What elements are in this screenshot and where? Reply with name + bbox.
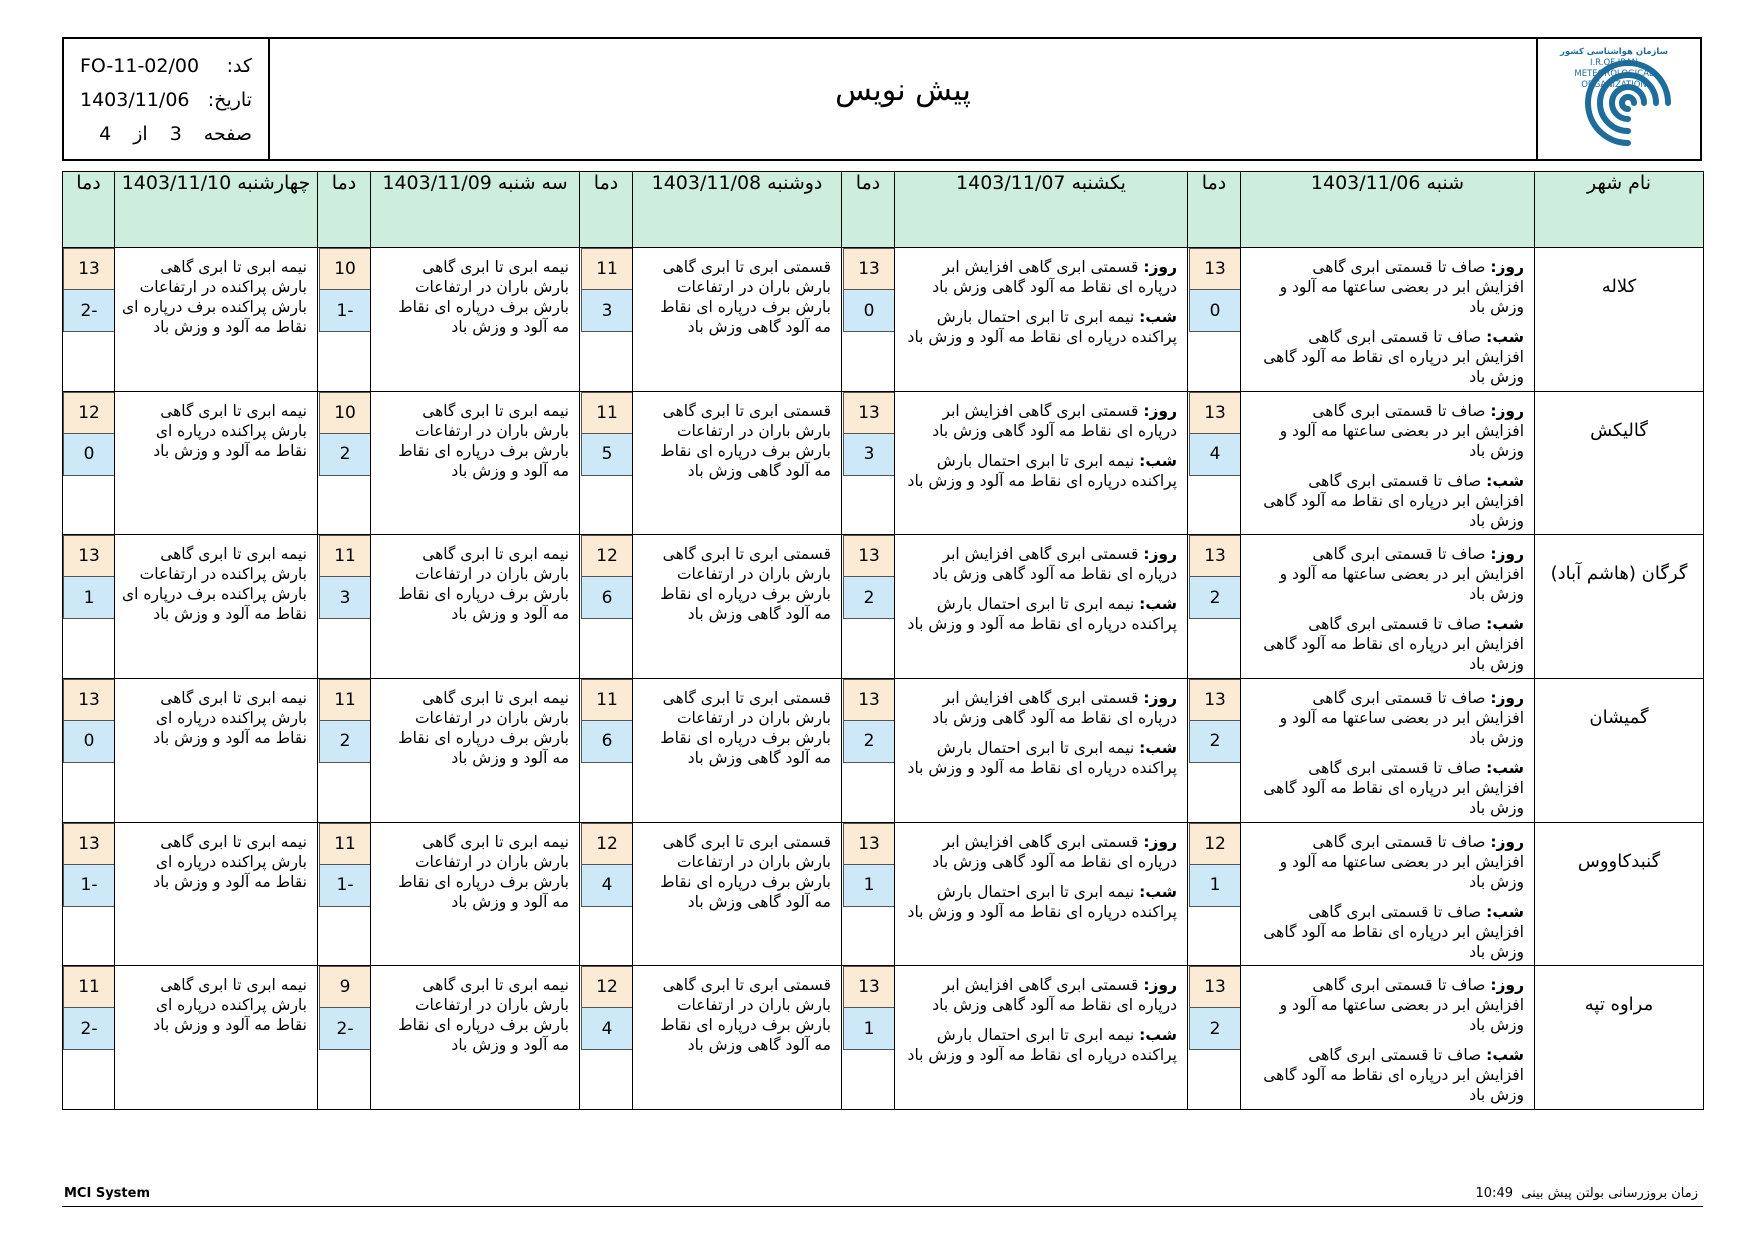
- night-forecast: [1247, 902, 1524, 962]
- table-row: [63, 678, 1704, 822]
- code-label: کد:: [226, 55, 252, 77]
- day-forecast: [1247, 832, 1524, 892]
- max-temp: 12: [63, 392, 115, 434]
- forecast-cell: [115, 678, 318, 822]
- table-header-row: [63, 172, 1704, 248]
- temp-cell: [842, 966, 895, 1110]
- day-label: روز:: [1143, 258, 1177, 276]
- min-temp: 3: [319, 577, 371, 619]
- forecast-text: نیمه ابری تا ابری گاهی بارش باران در ارتفاعات بارش برف درپاره ای نقاط مه آلود و وزش باد: [398, 976, 569, 1055]
- min-temp: 1: [843, 1008, 895, 1050]
- table-row: [63, 391, 1704, 535]
- footer-system-name: MCI System: [64, 1186, 150, 1201]
- day-forecast: [901, 257, 1177, 297]
- night-label: شب:: [1486, 615, 1524, 634]
- max-temp: 13: [843, 535, 895, 577]
- min-temp: -1: [63, 865, 115, 907]
- city-name: گمیشان: [1535, 678, 1704, 822]
- col-temp-5: دما: [63, 172, 115, 248]
- forecast-cell: [895, 678, 1188, 822]
- forecast-text: قسمتی ابری تا ابری گاهی بارش باران در ارتفاعات بارش برف درپاره ای نقاط مه آلود گاهی وزش باد: [660, 832, 831, 911]
- max-temp: 11: [581, 679, 633, 721]
- day-label: روز:: [1490, 258, 1524, 276]
- night-label: شب:: [1139, 308, 1177, 326]
- max-temp: 13: [1189, 392, 1241, 434]
- max-temp: 11: [319, 679, 371, 721]
- night-text: صاف تا قسمتی ابری گاهی افزایش ابر درپاره ای نقاط مه آلود گاهی وزش باد: [1263, 471, 1524, 530]
- max-temp: 13: [1189, 679, 1241, 721]
- city-name: کلاله: [1535, 248, 1704, 392]
- temp-cell: [580, 535, 633, 679]
- max-temp: 13: [63, 823, 115, 865]
- min-temp: 1: [843, 865, 895, 907]
- max-temp: 10: [319, 392, 371, 434]
- temp-cell: [1188, 966, 1241, 1110]
- day-label: روز:: [1490, 832, 1524, 851]
- forecast-text: قسمتی ابری تا ابری گاهی بارش باران در ارتفاعات بارش برف درپاره ای نقاط مه آلود گاهی وزش باد: [660, 688, 831, 767]
- forecast-text: نیمه ابری تا ابری گاهی بارش باران در ارتفاعات بارش برف درپاره ای نقاط مه آلود و وزش باد: [398, 401, 569, 480]
- day-text: قسمتی ابری گاهی افزایش ابر درپاره ای نقاط مه آلود گاهی وزش باد: [932, 832, 1177, 871]
- night-text: صاف تا قسمتی ابری گاهی افزایش ابر درپاره ای نقاط مه آلود گاهی وزش باد: [1263, 328, 1524, 386]
- night-forecast: [1247, 614, 1524, 674]
- day-text: صاف تا قسمتی ابری گاهی افزایش ابر در بعضی ساعتها مه آلود و وزش باد: [1279, 832, 1524, 891]
- day-label: روز:: [1490, 976, 1524, 995]
- min-temp: 4: [581, 865, 633, 907]
- forecast-text: نیمه ابری تا ابری گاهی بارش پراکنده در ارتفاعات بارش پراکنده برف درپاره ای نقاط مه آلود و وزش باد: [121, 258, 307, 336]
- forecast-cell: [895, 391, 1188, 535]
- forecast-cell: [115, 822, 318, 966]
- day-forecast: [901, 688, 1177, 728]
- day-forecast: [901, 975, 1177, 1015]
- min-temp: 6: [581, 721, 633, 763]
- temp-cell: [63, 535, 115, 679]
- max-temp: 13: [843, 679, 895, 721]
- max-temp: 11: [319, 823, 371, 865]
- col-day-3: دوشنبه 1403/11/08: [633, 172, 842, 248]
- logo-text-fa: سازمان هواشناسی کشور: [1559, 47, 1668, 57]
- night-label: شب:: [1139, 882, 1177, 901]
- night-forecast: [1247, 327, 1524, 387]
- night-text: صاف تا قسمتی ابری گاهی افزایش ابر درپاره ای نقاط مه آلود گاهی وزش باد: [1263, 758, 1524, 817]
- col-temp-1: دما: [1188, 172, 1241, 248]
- night-label: شب:: [1486, 471, 1524, 490]
- temp-cell: [1188, 822, 1241, 966]
- forecast-cell: [895, 535, 1188, 679]
- day-forecast: [1247, 544, 1524, 604]
- page-title: پیش نویس: [835, 72, 971, 108]
- night-label: شب:: [1486, 902, 1524, 921]
- day-text: قسمتی ابری گاهی افزایش ابر درپاره ای نقاط مه آلود گاهی وزش باد: [932, 401, 1177, 440]
- forecast-cell: [371, 248, 580, 392]
- max-temp: 13: [843, 392, 895, 434]
- forecast-cell: [371, 822, 580, 966]
- forecast-cell: [115, 535, 318, 679]
- day-forecast: [901, 401, 1177, 441]
- temp-cell: [318, 535, 371, 679]
- date-label: تاریخ:: [207, 89, 252, 111]
- day-text: صاف تا قسمتی ابری گاهی افزایش ابر در بعضی ساعتها مه آلود و وزش باد: [1279, 545, 1524, 604]
- forecast-text: قسمتی ابری تا ابری گاهی بارش باران در ارتفاعات بارش برف درپاره ای نقاط مه آلود گاهی وزش باد: [660, 545, 831, 624]
- night-label: شب:: [1486, 328, 1524, 346]
- forecast-text: قسمتی ابری تا ابری گاهی بارش باران در ارتفاعات بارش برف درپاره ای نقاط مه آلود گاهی وزش باد: [660, 258, 831, 336]
- day-label: روز:: [1143, 976, 1177, 995]
- day-forecast: [1247, 688, 1524, 748]
- max-temp: 12: [1189, 823, 1241, 865]
- min-temp: 2: [319, 434, 371, 476]
- day-label: روز:: [1143, 545, 1177, 564]
- min-temp: 4: [581, 1008, 633, 1050]
- forecast-text: نیمه ابری تا ابری گاهی بارش باران در ارتفاعات بارش برف درپاره ای نقاط مه آلود و وزش باد: [398, 258, 569, 336]
- temp-cell: [63, 822, 115, 966]
- footer-update-label: زمان بروزرسانی بولتن پیش بینی: [1521, 1186, 1698, 1201]
- document-meta: [64, 39, 270, 159]
- footer-update-value: 10:49: [1475, 1186, 1513, 1201]
- temp-cell: [318, 966, 371, 1110]
- min-temp: 0: [63, 721, 115, 763]
- forecast-cell: [895, 248, 1188, 392]
- forecast-text: نیمه ابری تا ابری گاهی بارش پراکنده درپاره ای نقاط مه آلود و وزش باد: [153, 688, 307, 747]
- max-temp: 11: [581, 392, 633, 434]
- day-text: قسمتی ابری گاهی افزایش ابر درپاره ای نقاط مه آلود گاهی وزش باد: [932, 545, 1177, 584]
- max-temp: 12: [581, 535, 633, 577]
- temp-cell: [842, 822, 895, 966]
- day-forecast: [1247, 257, 1524, 317]
- max-temp: 12: [581, 823, 633, 865]
- min-temp: 1: [1189, 865, 1241, 907]
- temp-cell: [842, 391, 895, 535]
- temp-cell: [63, 391, 115, 535]
- table-row: [63, 966, 1704, 1110]
- forecast-cell: [371, 391, 580, 535]
- max-temp: 12: [581, 966, 633, 1008]
- night-forecast: [1247, 1045, 1524, 1105]
- temp-cell: [63, 966, 115, 1110]
- day-text: صاف تا قسمتی ابری گاهی افزایش ابر در بعضی ساعتها مه آلود و وزش باد: [1279, 401, 1524, 460]
- day-text: صاف تا قسمتی ابری گاهی افزایش ابر در بعضی ساعتها مه آلود و وزش باد: [1279, 976, 1524, 1035]
- forecast-cell: [371, 678, 580, 822]
- day-label: روز:: [1143, 688, 1177, 707]
- temp-cell: [318, 391, 371, 535]
- night-label: شب:: [1486, 758, 1524, 777]
- page-of: از: [133, 123, 148, 145]
- day-forecast: [901, 544, 1177, 584]
- forecast-cell: [633, 966, 842, 1110]
- temp-cell: [63, 678, 115, 822]
- night-label: شب:: [1486, 1046, 1524, 1065]
- forecast-cell: [115, 391, 318, 535]
- min-temp: 0: [843, 290, 895, 332]
- day-label: روز:: [1143, 832, 1177, 851]
- min-temp: 0: [63, 434, 115, 476]
- city-name: مراوه تپه: [1535, 966, 1704, 1110]
- temp-cell: [1188, 391, 1241, 535]
- col-city: نام شهر: [1535, 172, 1704, 248]
- city-name: گنبدکاووس: [1535, 822, 1704, 966]
- forecast-cell: [1241, 535, 1535, 679]
- day-forecast: [901, 832, 1177, 872]
- forecast-cell: [1241, 822, 1535, 966]
- col-temp-3: دما: [580, 172, 633, 248]
- max-temp: 13: [843, 248, 895, 290]
- temp-cell: [580, 678, 633, 822]
- max-temp: 13: [63, 248, 115, 290]
- code-value: FO-11-02/00: [80, 55, 200, 77]
- forecast-cell: [371, 966, 580, 1110]
- forecast-text: نیمه ابری تا ابری گاهی بارش پراکنده درپاره ای نقاط مه آلود و وزش باد: [153, 976, 307, 1035]
- min-temp: 3: [843, 434, 895, 476]
- forecast-cell: [633, 822, 842, 966]
- date-value: 1403/11/06: [80, 89, 190, 111]
- forecast-text: قسمتی ابری تا ابری گاهی بارش باران در ارتفاعات بارش برف درپاره ای نقاط مه آلود گاهی وزش باد: [660, 976, 831, 1055]
- forecast-text: نیمه ابری تا ابری گاهی بارش پراکنده درپاره ای نقاط مه آلود و وزش باد: [153, 401, 307, 460]
- night-text: صاف تا قسمتی ابری گاهی افزایش ابر درپاره ای نقاط مه آلود گاهی وزش باد: [1263, 902, 1524, 961]
- temp-cell: [1188, 678, 1241, 822]
- table-row: [63, 535, 1704, 679]
- city-name: گرگان (هاشم آباد): [1535, 535, 1704, 679]
- min-temp: 4: [1189, 434, 1241, 476]
- temp-cell: [318, 678, 371, 822]
- city-name: گالیکش: [1535, 391, 1704, 535]
- forecast-cell: [1241, 966, 1535, 1110]
- day-text: قسمتی ابری گاهی افزایش ابر درپاره ای نقاط مه آلود گاهی وزش باد: [932, 688, 1177, 727]
- temp-cell: [318, 822, 371, 966]
- max-temp: 9: [319, 966, 371, 1008]
- min-temp: 2: [319, 721, 371, 763]
- forecast-cell: [633, 391, 842, 535]
- day-text: صاف تا قسمتی ابری گاهی افزایش ابر در بعضی ساعتها مه آلود و وزش باد: [1279, 688, 1524, 747]
- night-forecast: [1247, 471, 1524, 531]
- forecast-text: نیمه ابری تا ابری گاهی بارش پراکنده درپاره ای نقاط مه آلود و وزش باد: [153, 832, 307, 891]
- max-temp: 11: [319, 535, 371, 577]
- night-forecast: [901, 882, 1177, 922]
- min-temp: 2: [843, 577, 895, 619]
- max-temp: 10: [319, 248, 371, 290]
- max-temp: 13: [843, 823, 895, 865]
- min-temp: -2: [319, 1008, 371, 1050]
- night-text: نیمه ابری تا ابری احتمال بارش پراکنده درپاره ای نقاط مه آلود و وزش باد: [907, 882, 1177, 921]
- footer-update-time: [1476, 1186, 1698, 1201]
- document-header: [62, 37, 1702, 161]
- logo-text-en3: ORGANIZATION: [1581, 80, 1647, 90]
- col-day-1: شنبه 1403/11/06: [1241, 172, 1535, 248]
- night-text: نیمه ابری تا ابری احتمال بارش پراکنده درپاره ای نقاط مه آلود و وزش باد: [907, 595, 1177, 634]
- night-label: شب:: [1139, 595, 1177, 614]
- temp-cell: [1188, 535, 1241, 679]
- min-temp: 5: [581, 434, 633, 476]
- organization-logo: [1536, 39, 1700, 159]
- min-temp: -1: [319, 865, 371, 907]
- logo-text-en2: METEOROLOGICAL: [1574, 69, 1654, 79]
- max-temp: 13: [63, 679, 115, 721]
- forecast-text: نیمه ابری تا ابری گاهی بارش باران در ارتفاعات بارش برف درپاره ای نقاط مه آلود و وزش باد: [398, 688, 569, 767]
- night-forecast: [901, 594, 1177, 634]
- col-day-5: چهارشنبه 1403/11/10: [115, 172, 318, 248]
- night-label: شب:: [1139, 1026, 1177, 1045]
- max-temp: 13: [1189, 966, 1241, 1008]
- day-label: روز:: [1490, 401, 1524, 420]
- min-temp: -2: [63, 290, 115, 332]
- night-text: نیمه ابری تا ابری احتمال بارش پراکنده درپاره ای نقاط مه آلود و وزش باد: [907, 308, 1177, 346]
- forecast-text: نیمه ابری تا ابری گاهی بارش پراکنده در ارتفاعات بارش پراکنده برف درپاره ای نقاط مه آلود و وزش باد: [121, 545, 307, 624]
- max-temp: 13: [63, 535, 115, 577]
- night-label: شب:: [1139, 451, 1177, 470]
- min-temp: -2: [63, 1008, 115, 1050]
- col-temp-2: دما: [842, 172, 895, 248]
- table-row: [63, 248, 1704, 392]
- temp-cell: [842, 535, 895, 679]
- temp-cell: [63, 248, 115, 392]
- day-forecast: [1247, 401, 1524, 461]
- day-text: قسمتی ابری گاهی افزایش ابر درپاره ای نقاط مه آلود گاهی وزش باد: [932, 258, 1177, 296]
- max-temp: 13: [1189, 535, 1241, 577]
- max-temp: 11: [63, 966, 115, 1008]
- page-number: 3: [169, 123, 182, 145]
- col-temp-4: دما: [318, 172, 371, 248]
- temp-cell: [842, 248, 895, 392]
- day-label: روز:: [1490, 545, 1524, 564]
- footer-divider: [62, 1206, 1703, 1207]
- page-total: 4: [99, 123, 112, 145]
- night-forecast: [901, 307, 1177, 347]
- night-forecast: [901, 451, 1177, 491]
- temp-cell: [1188, 248, 1241, 392]
- forecast-table: [62, 171, 1704, 1110]
- max-temp: 11: [581, 248, 633, 290]
- day-label: روز:: [1143, 401, 1177, 420]
- forecast-text: قسمتی ابری تا ابری گاهی بارش باران در ارتفاعات بارش برف درپاره ای نقاط مه آلود گاهی وزش باد: [660, 401, 831, 480]
- night-forecast: [901, 1025, 1177, 1065]
- forecast-cell: [633, 248, 842, 392]
- forecast-cell: [371, 535, 580, 679]
- day-text: قسمتی ابری گاهی افزایش ابر درپاره ای نقاط مه آلود گاهی وزش باد: [932, 976, 1177, 1015]
- forecast-cell: [1241, 248, 1535, 392]
- night-text: نیمه ابری تا ابری احتمال بارش پراکنده درپاره ای نقاط مه آلود و وزش باد: [907, 738, 1177, 777]
- temp-cell: [580, 966, 633, 1110]
- min-temp: 6: [581, 577, 633, 619]
- forecast-cell: [1241, 678, 1535, 822]
- col-day-2: یکشنبه 1403/11/07: [895, 172, 1188, 248]
- max-temp: 13: [1189, 248, 1241, 290]
- night-forecast: [1247, 758, 1524, 818]
- day-text: صاف تا قسمتی ابری گاهی افزایش ابر در بعضی ساعتها مه آلود و وزش باد: [1279, 258, 1524, 316]
- forecast-cell: [1241, 391, 1535, 535]
- temp-cell: [580, 822, 633, 966]
- forecast-cell: [895, 966, 1188, 1110]
- night-forecast: [901, 738, 1177, 778]
- night-text: صاف تا قسمتی ابری گاهی افزایش ابر درپاره ای نقاط مه آلود گاهی وزش باد: [1263, 615, 1524, 674]
- table-row: [63, 822, 1704, 966]
- forecast-cell: [895, 822, 1188, 966]
- min-temp: 1: [63, 577, 115, 619]
- day-label: روز:: [1490, 688, 1524, 707]
- day-forecast: [1247, 975, 1524, 1035]
- temp-cell: [842, 678, 895, 822]
- forecast-cell: [633, 535, 842, 679]
- min-temp: 2: [843, 721, 895, 763]
- page-label: صفحه: [203, 123, 252, 145]
- temp-cell: [580, 248, 633, 392]
- forecast-text: نیمه ابری تا ابری گاهی بارش باران در ارتفاعات بارش برف درپاره ای نقاط مه آلود و وزش باد: [398, 545, 569, 624]
- forecast-cell: [115, 248, 318, 392]
- forecast-text: نیمه ابری تا ابری گاهی بارش باران در ارتفاعات بارش برف درپاره ای نقاط مه آلود و وزش باد: [398, 832, 569, 911]
- min-temp: 2: [1189, 1008, 1241, 1050]
- min-temp: 3: [581, 290, 633, 332]
- night-text: نیمه ابری تا ابری احتمال بارش پراکنده درپاره ای نقاط مه آلود و وزش باد: [907, 1026, 1177, 1065]
- min-temp: 0: [1189, 290, 1241, 332]
- temp-cell: [318, 248, 371, 392]
- max-temp: 13: [843, 966, 895, 1008]
- night-text: نیمه ابری تا ابری احتمال بارش پراکنده درپاره ای نقاط مه آلود و وزش باد: [907, 451, 1177, 490]
- min-temp: 2: [1189, 721, 1241, 763]
- night-label: شب:: [1139, 738, 1177, 757]
- min-temp: 2: [1189, 577, 1241, 619]
- temp-cell: [580, 391, 633, 535]
- night-text: صاف تا قسمتی ابری گاهی افزایش ابر درپاره ای نقاط مه آلود گاهی وزش باد: [1263, 1046, 1524, 1105]
- logo-text-en1: I.R.OF IRAN: [1589, 58, 1639, 68]
- col-day-4: سه شنبه 1403/11/09: [371, 172, 580, 248]
- forecast-cell: [115, 966, 318, 1110]
- min-temp: -1: [319, 290, 371, 332]
- forecast-cell: [633, 678, 842, 822]
